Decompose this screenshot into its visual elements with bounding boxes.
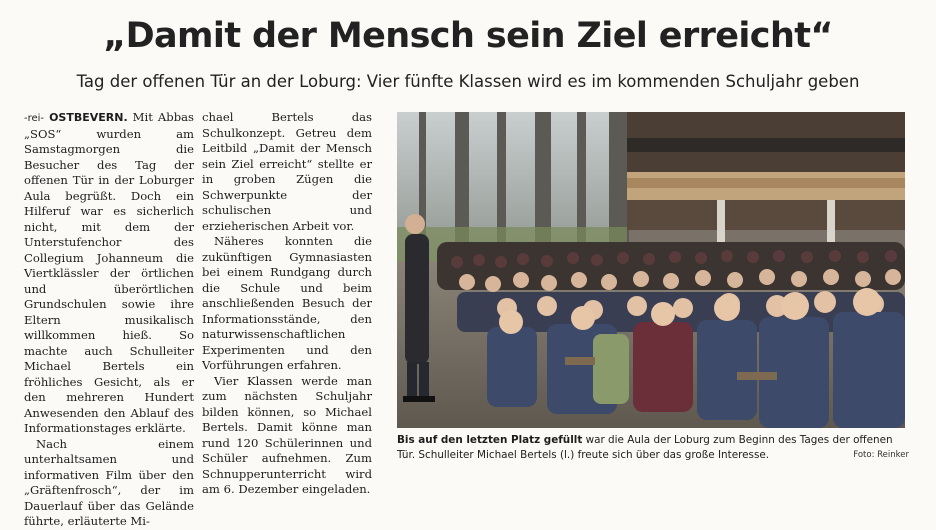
author-tag: -rei-: [24, 113, 45, 124]
paragraph-5: Vier Klassen werde man zum nächsten Schuljahr bilden können, so Michael Bertels. Damit könne man rund 120 Schülerinnen und Schüler aufnehmen. Zum Schnupperunterricht wird am 6. Dezember eingeladen.: [202, 373, 372, 496]
place-name: OSTBEVERN.: [49, 111, 128, 124]
paragraph-1-text: Mit Abbas „SOS“ wurden am Samstagmorgen die Besucher des Tag der offenen Tür in der Loburger Aula begrüßt. Doch ein Hilferuf war es sicherlich nicht, mit dem der Unterstufenchor des Collegium Johanneum die Viertklässler der örtlichen und überörtlichen Grundschulen sowie ihre Eltern musikalisch willkommen hieß. So machte auch Schulleiter Michael Bertels ein fröhliches Gesicht, als er den mehreren Hundert Anwesenden den Ablauf des Informationstages erklärte.: [24, 110, 195, 435]
aula-audience-photo: [397, 112, 905, 428]
article-column-2: [202, 110, 372, 498]
caption-lead: Bis auf den letzten Platz gefüllt: [397, 434, 583, 446]
photo-caption: [397, 433, 909, 463]
subheadline: Tag der offenen Tür an der Loburg: Vier fünfte Klassen wird es im kommenden Schuljahr geben: [76, 72, 860, 91]
paragraph-2: Nach einem unterhaltsamen und informativen Film über den „Gräftenfrosch“, der im Dauerlauf über das Gelände führte, erläuterte Mi-: [24, 436, 194, 528]
paragraph-3: chael Bertels das Schulkonzept. Getreu dem Leitbild „Damit der Mensch sein Ziel erreicht“ stellte er in groben Zügen die Schwerpunkte der schulischen und erzieherischen Arbeit vor.: [202, 110, 372, 233]
caption-text: war die Aula der Loburg zum Beginn des Tages der offenen Tür. Schulleiter Michael Bertels (l.) freute sich über das große Interesse.: [397, 434, 893, 461]
paragraph-1: [24, 110, 194, 437]
paragraph-4: Näheres konnten die zukünftigen Gymnasiasten bei einem Rundgang durch die Schule und beim anschließenden Besuch der Informationsstände, den naturwissenschaftlichen Experimenten und den Vorführungen erfahren.: [202, 234, 372, 372]
photo-credit: Foto: Reinker: [853, 450, 909, 460]
headline: „Damit der Mensch sein Ziel erreicht“: [103, 16, 833, 56]
article-column-1: [24, 110, 194, 530]
